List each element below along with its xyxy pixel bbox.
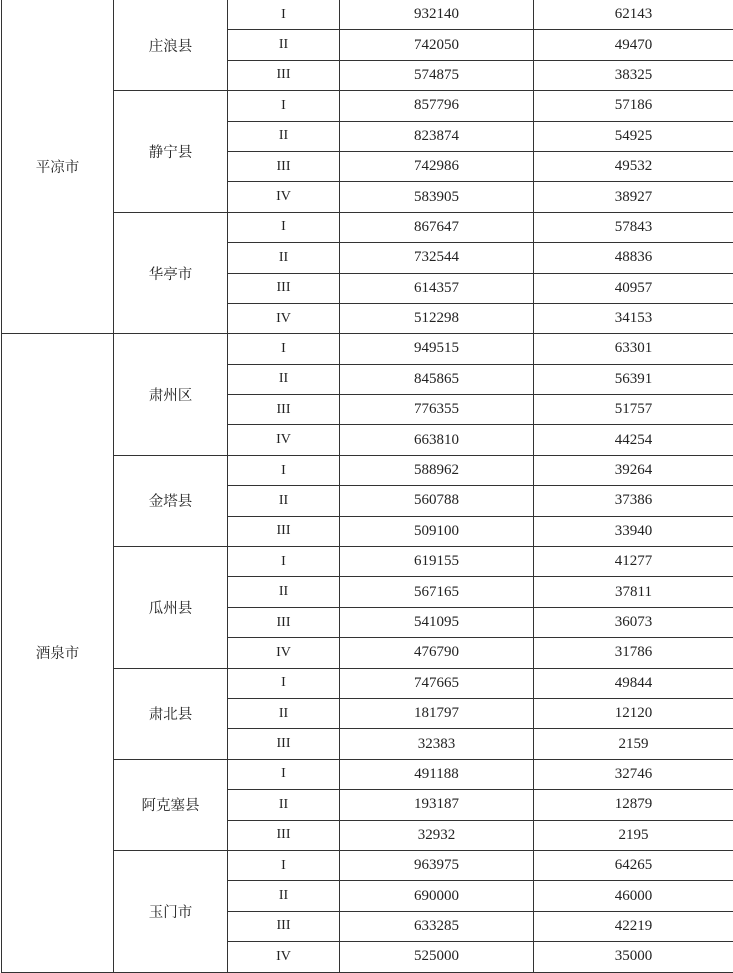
value-cell-1: 583905	[340, 182, 534, 212]
value-cell-1: 619155	[340, 547, 534, 577]
value-cell-2: 39264	[534, 455, 733, 485]
value-cell-1: 747665	[340, 668, 534, 698]
grade-cell: III	[228, 273, 340, 303]
value-cell-1: 181797	[340, 698, 534, 728]
table-row	[2, 0, 733, 30]
value-cell-1: 588962	[340, 455, 534, 485]
value-cell-2: 36073	[534, 607, 733, 637]
grade-cell: II	[228, 121, 340, 151]
value-cell-1: 732544	[340, 243, 534, 273]
value-cell-2: 57843	[534, 212, 733, 242]
value-cell-2: 54925	[534, 121, 733, 151]
value-cell-2: 34153	[534, 303, 733, 333]
grade-cell: II	[228, 790, 340, 820]
value-cell-2: 32746	[534, 759, 733, 789]
grade-cell: I	[228, 668, 340, 698]
grade-cell: IV	[228, 942, 340, 972]
grade-cell: I	[228, 547, 340, 577]
value-cell-2: 40957	[534, 273, 733, 303]
grade-cell: III	[228, 911, 340, 941]
data-table	[1, 0, 733, 973]
value-cell-1: 476790	[340, 638, 534, 668]
value-cell-2: 33940	[534, 516, 733, 546]
grade-cell: I	[228, 0, 340, 30]
value-cell-1: 949515	[340, 334, 534, 364]
value-cell-1: 193187	[340, 790, 534, 820]
value-cell-1: 742986	[340, 151, 534, 181]
region-name: 酒泉市	[2, 334, 114, 972]
county-name: 华亭市	[114, 212, 228, 334]
value-cell-2: 49532	[534, 151, 733, 181]
value-cell-2: 38325	[534, 60, 733, 90]
value-cell-1: 776355	[340, 395, 534, 425]
value-cell-1: 32383	[340, 729, 534, 759]
county-name: 庄浪县	[114, 0, 228, 91]
grade-cell: III	[228, 729, 340, 759]
value-cell-2: 31786	[534, 638, 733, 668]
value-cell-2: 62143	[534, 0, 733, 30]
value-cell-1: 541095	[340, 607, 534, 637]
grade-cell: IV	[228, 425, 340, 455]
grade-cell: I	[228, 334, 340, 364]
value-cell-1: 845865	[340, 364, 534, 394]
value-cell-2: 41277	[534, 547, 733, 577]
grade-cell: I	[228, 212, 340, 242]
grade-cell: III	[228, 516, 340, 546]
value-cell-2: 63301	[534, 334, 733, 364]
county-name: 玉门市	[114, 850, 228, 972]
value-cell-2: 49470	[534, 30, 733, 60]
table-row	[2, 334, 733, 364]
grade-cell: III	[228, 60, 340, 90]
value-cell-1: 574875	[340, 60, 534, 90]
value-cell-1: 963975	[340, 850, 534, 880]
grade-cell: I	[228, 91, 340, 121]
value-cell-2: 64265	[534, 850, 733, 880]
value-cell-2: 37386	[534, 486, 733, 516]
value-cell-2: 49844	[534, 668, 733, 698]
grade-cell: II	[228, 243, 340, 273]
value-cell-1: 867647	[340, 212, 534, 242]
value-cell-2: 2159	[534, 729, 733, 759]
county-name: 肃北县	[114, 668, 228, 759]
value-cell-1: 614357	[340, 273, 534, 303]
value-cell-2: 2195	[534, 820, 733, 850]
value-cell-1: 567165	[340, 577, 534, 607]
grade-cell: II	[228, 881, 340, 911]
value-cell-2: 12120	[534, 698, 733, 728]
value-cell-2: 42219	[534, 911, 733, 941]
region-name: 平凉市	[2, 0, 114, 334]
value-cell-2: 46000	[534, 881, 733, 911]
value-cell-2: 51757	[534, 395, 733, 425]
grade-cell: III	[228, 151, 340, 181]
value-cell-2: 48836	[534, 243, 733, 273]
grade-cell: II	[228, 30, 340, 60]
county-name: 肃州区	[114, 334, 228, 456]
value-cell-1: 560788	[340, 486, 534, 516]
grade-cell: II	[228, 364, 340, 394]
county-name: 静宁县	[114, 91, 228, 213]
value-cell-2: 44254	[534, 425, 733, 455]
grade-cell: I	[228, 759, 340, 789]
grade-cell: IV	[228, 303, 340, 333]
county-name: 瓜州县	[114, 547, 228, 669]
value-cell-2: 56391	[534, 364, 733, 394]
value-cell-2: 35000	[534, 942, 733, 972]
value-cell-1: 823874	[340, 121, 534, 151]
value-cell-1: 512298	[340, 303, 534, 333]
county-name: 阿克塞县	[114, 759, 228, 850]
grade-cell: III	[228, 820, 340, 850]
grade-cell: I	[228, 850, 340, 880]
value-cell-2: 57186	[534, 91, 733, 121]
grade-cell: III	[228, 607, 340, 637]
value-cell-2: 37811	[534, 577, 733, 607]
value-cell-1: 932140	[340, 0, 534, 30]
table-body	[2, 0, 733, 972]
value-cell-1: 633285	[340, 911, 534, 941]
value-cell-1: 32932	[340, 820, 534, 850]
grade-cell: II	[228, 577, 340, 607]
value-cell-1: 742050	[340, 30, 534, 60]
value-cell-2: 12879	[534, 790, 733, 820]
value-cell-1: 509100	[340, 516, 534, 546]
value-cell-1: 663810	[340, 425, 534, 455]
grade-cell: I	[228, 455, 340, 485]
grade-cell: IV	[228, 638, 340, 668]
value-cell-1: 491188	[340, 759, 534, 789]
value-cell-2: 38927	[534, 182, 733, 212]
value-cell-1: 525000	[340, 942, 534, 972]
grade-cell: II	[228, 698, 340, 728]
grade-cell: II	[228, 486, 340, 516]
grade-cell: III	[228, 395, 340, 425]
value-cell-1: 690000	[340, 881, 534, 911]
county-name: 金塔县	[114, 455, 228, 546]
value-cell-1: 857796	[340, 91, 534, 121]
grade-cell: IV	[228, 182, 340, 212]
